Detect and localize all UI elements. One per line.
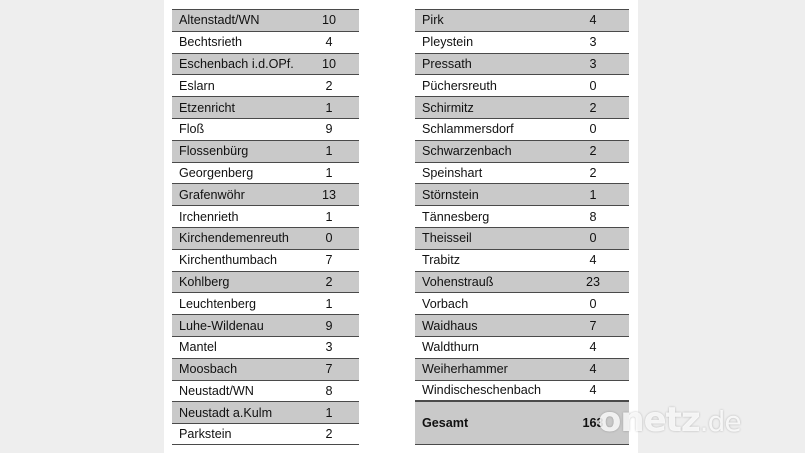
municipality-count: 13 — [321, 187, 336, 202]
municipality-count: 3 — [325, 340, 333, 355]
municipality-count: 7 — [589, 318, 597, 333]
municipality-name: Grafenwöhr — [179, 187, 245, 202]
table-row — [172, 227, 359, 249]
municipality-name: Etzenricht — [179, 100, 235, 115]
total-row — [415, 401, 629, 445]
municipality-name: Weiherhammer — [422, 362, 508, 377]
municipality-count: 4 — [325, 35, 333, 50]
municipality-name: Waldthurn — [422, 340, 479, 355]
table-row — [415, 96, 629, 118]
municipality-count: 3 — [589, 35, 597, 50]
municipality-count: 0 — [325, 231, 333, 246]
municipality-count: 2 — [589, 165, 597, 180]
table-row — [172, 140, 359, 162]
municipality-name: Georgenberg — [179, 165, 254, 180]
municipality-count: 8 — [589, 209, 597, 224]
municipality-count: 2 — [325, 78, 333, 93]
municipality-name: Altenstadt/WN — [179, 13, 260, 28]
municipality-name: Bechtsrieth — [179, 35, 242, 50]
right-table — [415, 9, 629, 445]
table-row — [415, 358, 629, 380]
municipality-count: 0 — [589, 296, 597, 311]
table-row — [415, 9, 629, 31]
table-row — [172, 423, 359, 445]
municipality-name: Vohenstrauß — [422, 274, 494, 289]
municipality-count: 4 — [589, 383, 597, 398]
municipality-name: Kohlberg — [179, 274, 230, 289]
municipality-name: Tännesberg — [422, 209, 490, 224]
table-row — [172, 205, 359, 227]
municipality-count: 8 — [325, 383, 333, 398]
municipality-name: Püchersreuth — [422, 78, 497, 93]
table-row — [172, 358, 359, 380]
municipality-count: 2 — [589, 144, 597, 159]
table-row — [172, 96, 359, 118]
municipality-count: 4 — [589, 362, 597, 377]
municipality-count: 0 — [589, 231, 597, 246]
logo-text: onetz — [598, 400, 700, 440]
municipality-name: Speinshart — [422, 165, 483, 180]
municipality-name: Schlammersdorf — [422, 122, 514, 137]
municipality-count: 1 — [325, 100, 333, 115]
logo-tld: .de — [699, 405, 741, 438]
municipality-count: 0 — [589, 78, 597, 93]
table-row — [415, 140, 629, 162]
municipality-name: Schwarzenbach — [422, 144, 512, 159]
municipality-name: Leuchtenberg — [179, 296, 257, 311]
municipality-name: Pirk — [422, 13, 444, 28]
table-row — [415, 118, 629, 140]
table-row — [415, 74, 629, 96]
table-row — [415, 162, 629, 184]
table-row — [172, 31, 359, 53]
municipality-name: Neustadt a.Kulm — [179, 405, 273, 420]
municipality-name: Waidhaus — [422, 318, 478, 333]
municipality-count: 1 — [325, 296, 333, 311]
table-row — [415, 271, 629, 293]
total-count: 163 — [582, 416, 604, 431]
municipality-count: 4 — [589, 13, 597, 28]
table-row — [172, 401, 359, 423]
municipality-count: 2 — [589, 100, 597, 115]
table-row — [172, 9, 359, 31]
left-table — [172, 9, 359, 445]
municipality-count: 2 — [325, 274, 333, 289]
municipality-name: Eslarn — [179, 78, 215, 93]
table-row — [415, 53, 629, 75]
municipality-name: Theisseil — [422, 231, 472, 246]
municipality-name: Flossenbürg — [179, 144, 249, 159]
municipality-count: 23 — [585, 274, 600, 289]
table-row — [172, 162, 359, 184]
municipality-name: Schirmitz — [422, 100, 474, 115]
municipality-count: 10 — [321, 13, 336, 28]
municipality-count: 1 — [325, 165, 333, 180]
municipality-count: 1 — [325, 209, 333, 224]
table-row — [415, 314, 629, 336]
table-row — [172, 53, 359, 75]
municipality-count: 7 — [325, 253, 333, 268]
municipality-name: Kirchendemenreuth — [179, 231, 289, 246]
municipality-count: 1 — [589, 187, 597, 202]
municipality-name: Windischeschenbach — [422, 383, 542, 398]
table-row — [172, 292, 359, 314]
municipality-name: Eschenbach i.d.OPf. — [179, 56, 294, 71]
table-row — [172, 336, 359, 358]
municipality-name: Irchenrieth — [179, 209, 239, 224]
municipality-count: 1 — [325, 405, 333, 420]
municipality-count: 4 — [589, 253, 597, 268]
municipality-count: 1 — [325, 144, 333, 159]
municipality-name: Neustadt/WN — [179, 383, 254, 398]
table-row — [172, 271, 359, 293]
municipality-name: Pleystein — [422, 35, 474, 50]
municipality-name: Parkstein — [179, 427, 232, 442]
municipality-name: Kirchenthumbach — [179, 253, 278, 268]
municipality-count: 3 — [589, 56, 597, 71]
table-row — [415, 292, 629, 314]
municipality-count: 10 — [321, 56, 336, 71]
municipality-count: 0 — [589, 122, 597, 137]
municipality-count: 9 — [325, 318, 333, 333]
table-row — [415, 205, 629, 227]
table-row — [172, 249, 359, 271]
municipality-count: 4 — [589, 340, 597, 355]
municipality-name: Pressath — [422, 56, 472, 71]
table-row — [172, 118, 359, 140]
table-row — [415, 336, 629, 358]
municipality-count: 9 — [325, 122, 333, 137]
municipality-name: Floß — [179, 122, 205, 137]
table-row — [415, 249, 629, 271]
municipality-name: Moosbach — [179, 362, 238, 377]
municipality-count: 2 — [325, 427, 333, 442]
municipality-count: 7 — [325, 362, 333, 377]
table-row — [415, 227, 629, 249]
onetz-logo — [598, 400, 741, 440]
table-row — [415, 380, 629, 402]
table-row — [172, 183, 359, 205]
table-row — [172, 380, 359, 402]
municipality-name: Vorbach — [422, 296, 469, 311]
municipality-name: Mantel — [179, 340, 217, 355]
table-row — [172, 314, 359, 336]
municipality-name: Trabitz — [422, 253, 461, 268]
table-row — [415, 31, 629, 53]
table-row — [172, 74, 359, 96]
total-label: Gesamt — [422, 416, 469, 431]
municipality-name: Luhe-Wildenau — [179, 318, 264, 333]
municipality-name: Störnstein — [422, 187, 479, 202]
table-row — [415, 183, 629, 205]
